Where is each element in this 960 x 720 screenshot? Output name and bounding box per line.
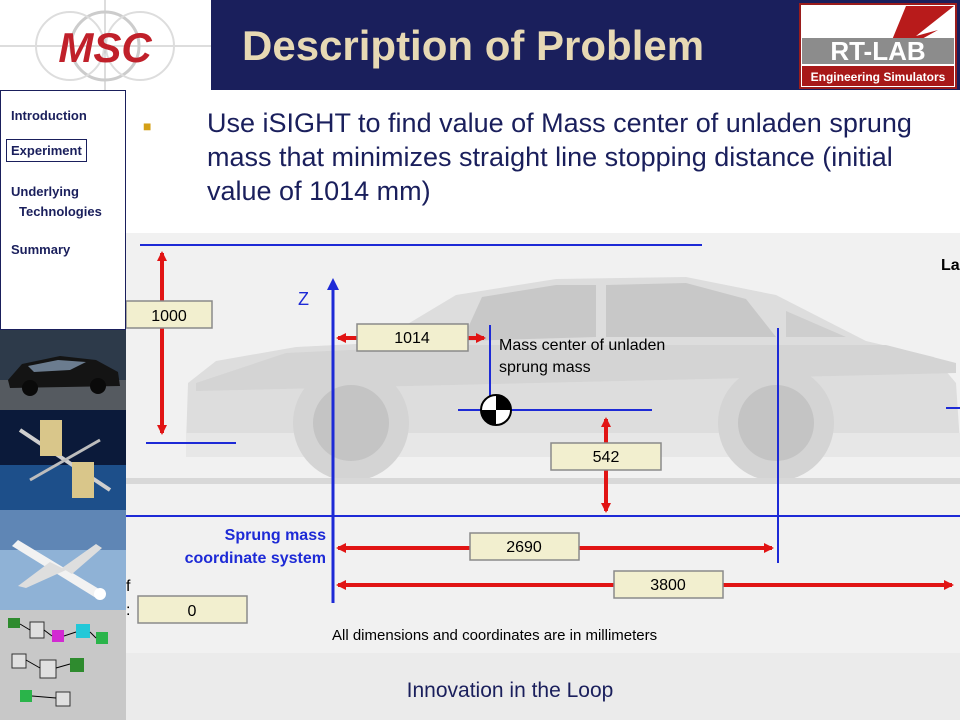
vehicle-dimension-diagram [126, 233, 960, 653]
z-axis-label: Z [298, 289, 309, 309]
sedan-photo [0, 330, 126, 410]
dim-box-542 [551, 443, 661, 470]
nav-item-underlying[interactable]: Underlying [11, 184, 79, 199]
dim-box-1014 [357, 324, 468, 351]
svg-text:1014: 1014 [394, 330, 430, 347]
sprung-mass-label-line1: Sprung mass [224, 527, 326, 544]
dim-box-2690 [470, 533, 579, 560]
msc-logo-text: MSC [58, 24, 152, 71]
dim-box-0 [138, 596, 247, 623]
nav-item-summary[interactable]: Summary [11, 242, 71, 257]
car-silhouette [126, 277, 960, 481]
svg-text:1000: 1000 [151, 308, 187, 325]
mass-center-label-line1: Mass center of unladen [499, 337, 666, 354]
space-station-photo [0, 410, 126, 510]
mass-center-label-line2: sprung mass [499, 359, 591, 376]
diagram-canvas [126, 233, 960, 653]
svg-text:542: 542 [592, 449, 620, 466]
rt-lab-logo [796, 0, 960, 90]
nav-item-experiment[interactable]: Experiment [6, 139, 87, 162]
thumbnail-strip [0, 330, 126, 720]
cut-off-label-right: La [941, 257, 960, 274]
msc-logo [0, 0, 213, 90]
sprung-mass-label-line2: coordinate system [184, 550, 326, 567]
units-note: All dimensions and coordinates are in millimeters [332, 627, 658, 644]
footer-tagline: Innovation in the Loop [406, 679, 614, 702]
dim-box-3800 [614, 571, 723, 598]
footer [126, 653, 960, 720]
msc-logo-graphic [0, 0, 211, 90]
rt-lab-logo-subtext: Engineering Simulators [810, 70, 946, 84]
svg-text:3800: 3800 [650, 577, 686, 594]
bullet-text: Use iSIGHT to find value of Mass center of unladen sprung mass that minimizes straight line stopping distance (initial value of 1014 mm) [207, 108, 912, 206]
svg-text:0: 0 [187, 603, 197, 620]
cut-off-label-left1: f [126, 578, 131, 595]
rt-lab-logo-graphic [796, 0, 960, 90]
sidebar-nav [0, 90, 126, 330]
svg-text:2690: 2690 [506, 539, 542, 556]
mass-center-symbol [481, 395, 511, 425]
page-title: Description of Problem [242, 22, 705, 69]
bullet-marker: ■ [143, 118, 152, 134]
nav-item-technologies[interactable]: Technologies [19, 204, 102, 219]
jet-aircraft-photo [0, 510, 126, 610]
simulink-diagram-thumbnail [0, 610, 126, 720]
rt-lab-logo-text: RT-LAB [830, 36, 926, 66]
dim-box-1000 [126, 301, 212, 328]
cut-off-label-left2: : [126, 602, 131, 619]
nav-item-introduction[interactable]: Introduction [11, 108, 87, 123]
